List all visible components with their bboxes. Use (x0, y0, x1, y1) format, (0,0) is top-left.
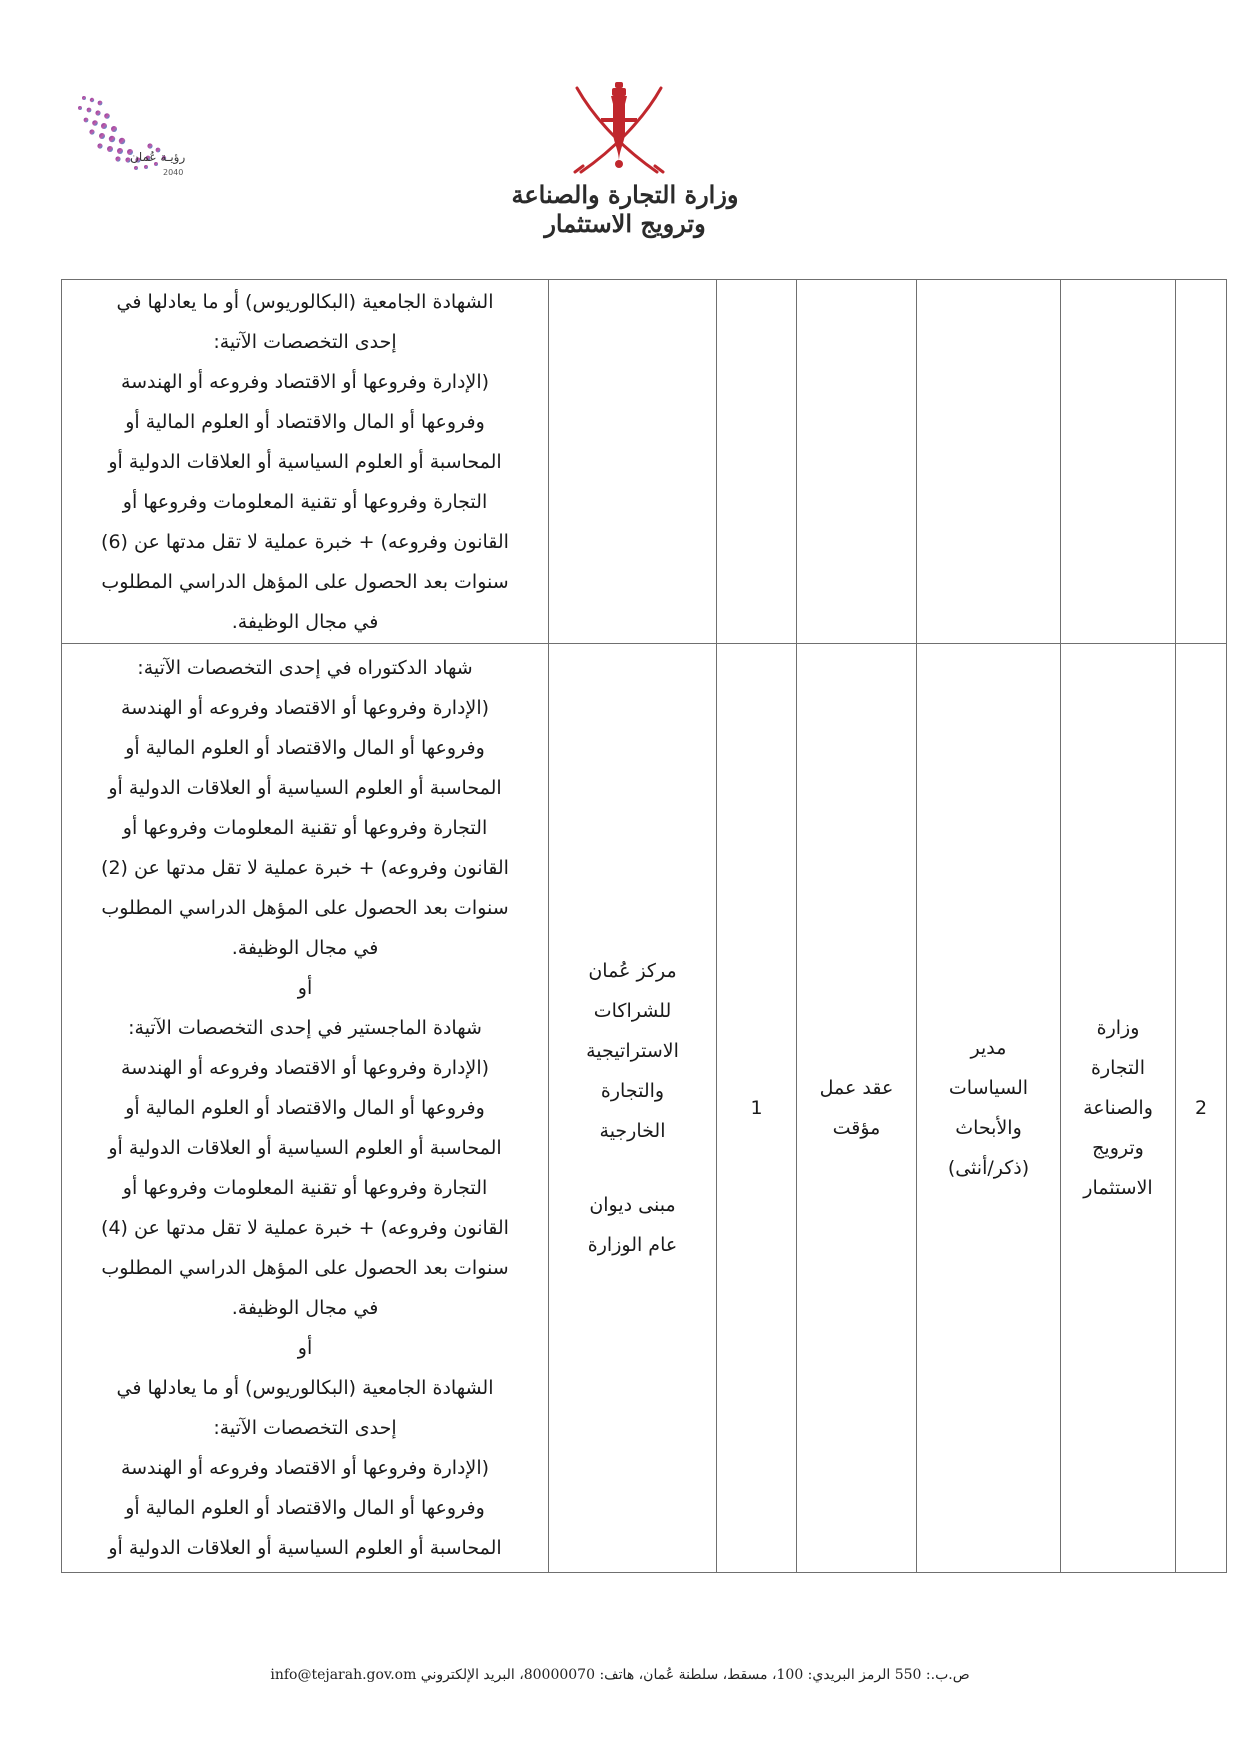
qualification-line: شهاد الدكتوراه في إحدى التخصصات الآتية: (137, 657, 473, 679)
cell-number: 2 (1176, 644, 1227, 1573)
qualification-line: أو (297, 1337, 313, 1359)
table-row (62, 280, 1227, 644)
ministry-name (505, 180, 745, 238)
cell-number (1176, 280, 1227, 644)
qualification-line: المحاسبة أو العلوم السياسية أو العلاقات الدولية أو (108, 1137, 502, 1159)
qualification-line: وفروعها أو المال والاقتصاد أو العلوم المالية أو (125, 737, 485, 759)
qualification-line: (الإدارة وفروعها أو الاقتصاد وفروعه أو الهندسة (120, 697, 490, 719)
location-line: للشراكات (593, 1000, 672, 1022)
cell-contract (797, 280, 917, 644)
contract-line: مؤقت (832, 1117, 881, 1139)
qualification-line: في مجال الوظيفة. (231, 610, 379, 633)
qualification-line: في مجال الوظيفة. (231, 937, 379, 959)
cell-location (549, 644, 717, 1573)
qualification-line: التجارة وفروعها أو تقنية المعلومات وفروعها أو (122, 490, 488, 513)
cell-entity (1061, 644, 1176, 1573)
cell-entity (1061, 280, 1176, 644)
qualification-line: (الإدارة وفروعها أو الاقتصاد وفروعه أو الهندسة (120, 1057, 490, 1079)
ministry-name-line2: وترويج الاستثمار (544, 209, 706, 238)
qualification-line: التجارة وفروعها أو تقنية المعلومات وفروعها أو (122, 817, 488, 839)
cell-qualifications (62, 280, 549, 644)
location-line: عام الوزارة (587, 1234, 678, 1256)
qualification-line: القانون وفروعه) + خبرة عملية لا تقل مدتها عن (2) (101, 857, 509, 879)
location-line: الخارجية (599, 1120, 666, 1142)
qualification-line: القانون وفروعه) + خبرة عملية لا تقل مدتها عن (6) (101, 530, 509, 553)
cell-location (549, 280, 717, 644)
qualification-line: سنوات بعد الحصول على المؤهل الدراسي المطلوب (101, 897, 509, 919)
qualification-line: التجارة وفروعها أو تقنية المعلومات وفروعها أو (122, 1177, 488, 1199)
job-title-line: مدير (970, 1037, 1007, 1059)
qualification-line: (الإدارة وفروعها أو الاقتصاد وفروعه أو الهندسة (120, 1457, 490, 1479)
contract-line: عقد عمل (819, 1077, 894, 1099)
job-title-line: والأبحاث (955, 1117, 1022, 1139)
entity-line: وزارة (1096, 1017, 1140, 1039)
qualification-line: وفروعها أو المال والاقتصاد أو العلوم المالية أو (125, 1097, 485, 1119)
entity-line: التجارة (1091, 1057, 1145, 1079)
qualification-line: المحاسبة أو العلوم السياسية أو العلاقات الدولية أو (108, 1537, 502, 1559)
qualification-line: (الإدارة وفروعها أو الاقتصاد وفروعه أو الهندسة (120, 370, 490, 393)
cell-count (717, 280, 797, 644)
qualification-line: في مجال الوظيفة. (231, 1297, 379, 1319)
vision-logo-text: رؤيـة عُمان (130, 150, 186, 164)
location-line: مركز عُمان (588, 960, 677, 982)
qualification-line: إحدى التخصصات الآتية: (213, 330, 397, 353)
ministry-name-line1: وزارة التجارة والصناعة (511, 180, 739, 209)
footer-address: ص.ب.: 550 الرمز البريدي: 100، مسقط، سلطنة عُمان، هاتف: 80000070، البريد الإلكتروني info@tejarah.gov.om (270, 1667, 970, 1683)
cell-qualifications (62, 644, 549, 1573)
page-header (0, 0, 1240, 270)
jobs-table (61, 279, 1227, 1573)
spacer (553, 1151, 712, 1185)
oman-vision-2040-logo-icon (74, 92, 214, 187)
qualification-line: وفروعها أو المال والاقتصاد أو العلوم المالية أو (125, 410, 485, 433)
cell-contract (797, 644, 917, 1573)
qualification-line: الشهادة الجامعية (البكالوريوس) أو ما يعادلها في (116, 1377, 494, 1399)
location-line: مبنى ديوان (589, 1194, 676, 1216)
cell-count: 1 (717, 644, 797, 1573)
location-line: الاستراتيجية (586, 1040, 679, 1062)
qualification-line: المحاسبة أو العلوم السياسية أو العلاقات الدولية أو (108, 777, 502, 799)
entity-line: وترويج (1092, 1137, 1144, 1159)
qualification-line: أو (297, 977, 313, 999)
qualification-line: وفروعها أو المال والاقتصاد أو العلوم المالية أو (125, 1497, 485, 1519)
qualification-line: سنوات بعد الحصول على المؤهل الدراسي المطلوب (101, 1257, 509, 1279)
table-row (62, 644, 1227, 1573)
entity-line: الاستثمار (1083, 1177, 1153, 1199)
cell-job-title (917, 280, 1061, 644)
qualification-line: سنوات بعد الحصول على المؤهل الدراسي المطلوب (101, 570, 509, 593)
location-line: والتجارة (600, 1080, 665, 1102)
qualification-line: الشهادة الجامعية (البكالوريوس) أو ما يعادلها في (116, 290, 494, 313)
oman-emblem-icon (565, 80, 673, 180)
qualification-line: المحاسبة أو العلوم السياسية أو العلاقات الدولية أو (108, 450, 502, 473)
qualification-line: القانون وفروعه) + خبرة عملية لا تقل مدتها عن (4) (101, 1217, 509, 1239)
entity-line: والصناعة (1083, 1097, 1153, 1119)
qualification-line: إحدى التخصصات الآتية: (213, 1417, 397, 1439)
qualification-line: شهادة الماجستير في إحدى التخصصات الآتية: (128, 1017, 482, 1039)
job-title-line: السياسات (948, 1077, 1029, 1099)
cell-job-title (917, 644, 1061, 1573)
vision-logo-year: 2040 (163, 168, 184, 177)
job-title-line: (ذكر/أنثى) (947, 1157, 1030, 1179)
